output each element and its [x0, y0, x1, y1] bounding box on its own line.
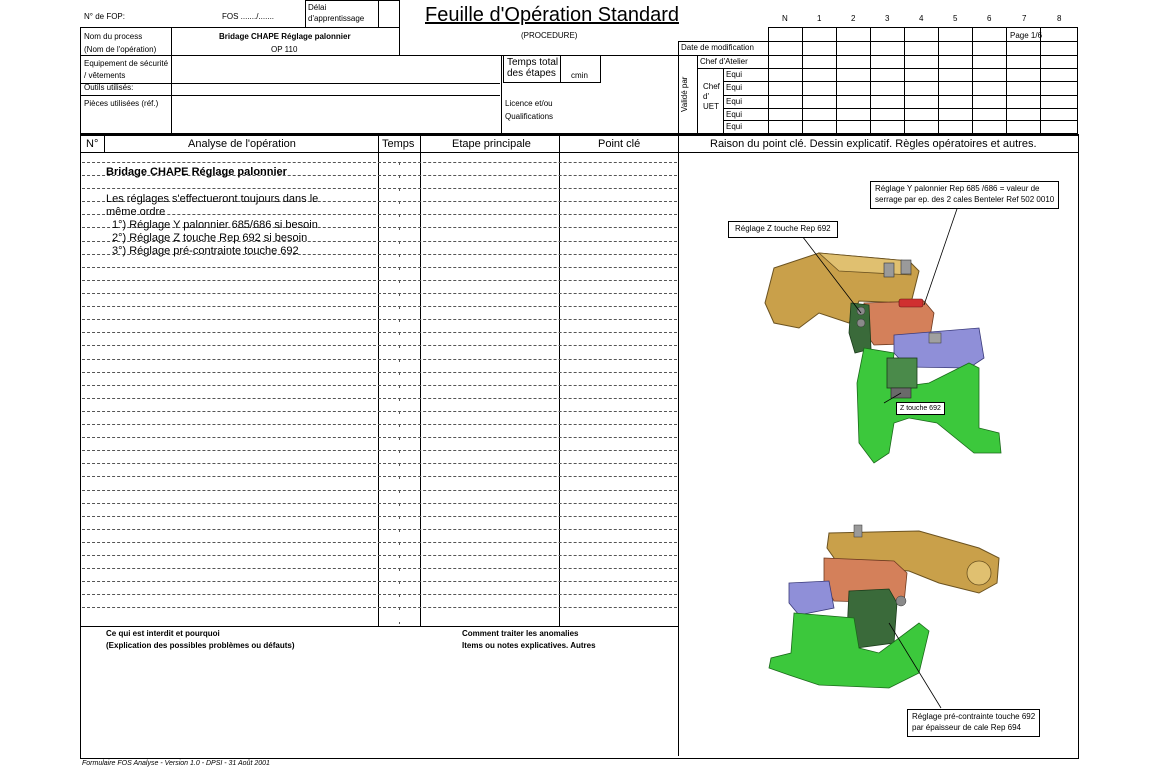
callout-reglage-z: [728, 221, 838, 238]
operation-title: Bridage CHAPE Réglage palonnier: [106, 166, 287, 178]
table-row-rule: [82, 359, 677, 360]
interdit-label-2: (Explication des possibles problèmes ou défauts): [106, 641, 295, 650]
temps-dot: [399, 163, 400, 165]
fos-value: FOS ......./.......: [222, 12, 275, 21]
bottom-assembly: [769, 525, 999, 688]
table-row-rule: [82, 450, 677, 451]
temps-dot: [399, 346, 400, 348]
op-code: OP 110: [271, 45, 298, 54]
table-row-rule: [82, 568, 677, 569]
rev-col-7: 7: [1022, 14, 1027, 23]
operation-line: 3°) Réglage pré-contrainte touche 692: [112, 245, 299, 257]
delai-label-2: d'apprentissage: [308, 14, 365, 23]
temps-dot: [399, 307, 400, 309]
equi-2: Equi: [726, 83, 743, 92]
table-row-rule: [82, 372, 677, 373]
col-header-temps: Temps: [382, 138, 415, 150]
temps-dot: [399, 582, 400, 584]
process-name: Bridage CHAPE Réglage palonnier: [219, 32, 351, 41]
table-row-rule: [82, 594, 677, 595]
table-row-rule: [82, 490, 677, 491]
table-row-rule: [82, 555, 677, 556]
callout-pre-contrainte-line-2: par épaisseur de cale Rep 694: [912, 722, 1021, 732]
temps-dot: [399, 399, 400, 401]
licence-label-2: Qualifications: [505, 112, 554, 121]
callout-reglage-y-line-1: Réglage Y palonnier Rep 685 /686 = valeur de: [875, 184, 1040, 193]
table-row-rule: [82, 437, 677, 438]
anomalies-label-1: Comment traiter les anomalies: [462, 629, 579, 638]
anomalies-label-2: Items ou notes explicatives. Autres: [462, 641, 596, 650]
temps-dot: [399, 333, 400, 335]
table-row-rule: [82, 345, 677, 346]
table-row-rule: [82, 214, 677, 215]
interdit-label-1: Ce qui est interdit et pourquoi: [106, 629, 220, 638]
temps-dot: [399, 386, 400, 388]
temps-dot: [399, 294, 400, 296]
table-row-rule: [82, 581, 677, 582]
equi-3: Equi: [726, 97, 743, 106]
label-z-touche-text: Z touche 692: [900, 405, 941, 412]
temps-dot: [399, 202, 400, 204]
process-label-2: (Nom de l'opération): [84, 45, 157, 54]
operation-line: Les réglages s'effectueront toujours dans le: [106, 193, 319, 205]
temps-dot: [399, 556, 400, 558]
temps-dot: [399, 412, 400, 414]
temps-dot: [399, 608, 400, 610]
equipement-label-1: Equipement de sécurité: [84, 59, 169, 68]
table-row-rule: [82, 529, 677, 530]
rev-col-4: 4: [919, 14, 924, 23]
callout-reglage-z-text: Réglage Z touche Rep 692: [735, 224, 831, 233]
top-assembly: [765, 253, 1001, 463]
mechanism-illustration: [679, 153, 1077, 755]
temps-dot: [399, 425, 400, 427]
table-row-rule: [82, 306, 677, 307]
temps-dot: [399, 320, 400, 322]
rev-col-6: 6: [987, 14, 992, 23]
table-row-rule: [82, 319, 677, 320]
temps-dot: [399, 569, 400, 571]
temps-dot: [399, 255, 400, 257]
temps-dot: [399, 360, 400, 362]
rev-col-5: 5: [953, 14, 958, 23]
procedure-label: (PROCEDURE): [521, 31, 578, 40]
temps-dot: [399, 268, 400, 270]
callout-reglage-y: [870, 181, 1059, 209]
table-row-rule: [82, 424, 677, 425]
temps-dot: [399, 189, 400, 191]
temps-dot: [399, 530, 400, 532]
equipement-label-2: / vêtements: [84, 71, 126, 80]
temps-dot: [399, 176, 400, 178]
chef-uet-1: Chef: [703, 82, 720, 91]
temps-dot: [399, 543, 400, 545]
temps-dot: [399, 491, 400, 493]
table-row-rule: [82, 332, 677, 333]
callout-reglage-y-line-2: serrage par ep. des 2 cales Benteler Ref 502 0010: [875, 194, 1055, 204]
temps-dot: [399, 517, 400, 519]
fop-label: N° de FOP:: [84, 12, 125, 21]
table-row-rule: [82, 267, 677, 268]
equi-1: Equi: [726, 70, 743, 79]
table-row-rule: [82, 542, 677, 543]
delai-label-1: Délai: [308, 3, 327, 12]
pieces-label: Pièces utilisées (réf.): [84, 99, 159, 108]
page-number: Page 1/6: [1010, 31, 1043, 40]
outils-label: Outils utilisés:: [84, 83, 134, 92]
col-header-analyse: Analyse de l'opération: [188, 138, 296, 150]
operation-line: 2°) Réglage Z touche Rep 692 si besoin: [112, 232, 308, 244]
table-row-rule: [82, 280, 677, 281]
equi-5: Equi: [726, 122, 743, 131]
temps-dot: [399, 373, 400, 375]
table-row-rule: [82, 293, 677, 294]
table-row-rule: [82, 411, 677, 412]
temps-dot: [399, 477, 400, 479]
temps-dot: [399, 438, 400, 440]
table-row-rule: [82, 398, 677, 399]
temps-dot: [399, 242, 400, 244]
rev-col-8: 8: [1057, 14, 1062, 23]
col-header-num: N°: [86, 138, 99, 150]
temps-dot: [399, 281, 400, 283]
col-header-etape: Etape principale: [452, 138, 531, 150]
temps-dot: [399, 215, 400, 217]
label-z-touche: [896, 402, 945, 415]
col-header-raison: Raison du point clé. Dessin explicatif. Règles opératoires et autres.: [710, 138, 1037, 150]
equi-4: Equi: [726, 110, 743, 119]
process-label-1: Nom du process: [84, 32, 143, 41]
table-row-rule: [82, 463, 677, 464]
col-header-point: Point clé: [598, 138, 641, 150]
operation-line: 1°) Réglage Y palonnier 685/686 si besoin: [112, 219, 318, 231]
temps-dot: [399, 504, 400, 506]
date-modif-label: Date de modification: [681, 43, 754, 52]
form-version-note: Formulaire FOS Analyse - Version 1.0 - DPSI - 31 Août 2001: [82, 760, 270, 767]
temps-dot: [399, 464, 400, 466]
temps-unit: cmin: [571, 71, 588, 80]
temps-total-label-1: Temps total: [507, 57, 559, 68]
rev-col-2: 2: [851, 14, 856, 23]
temps-dot: [399, 595, 400, 597]
chef-uet-2: d': [703, 92, 709, 101]
temps-dot: [399, 622, 400, 624]
rev-col-3: 3: [885, 14, 890, 23]
table-row-rule: [82, 516, 677, 517]
page-title: Feuille d'Opération Standard: [425, 4, 679, 26]
chef-atelier-label: Chef d'Atelier: [700, 57, 748, 66]
rev-col-1: 1: [817, 14, 822, 23]
licence-label-1: Licence et/ou: [505, 99, 553, 108]
chef-uet-3: UET: [703, 102, 719, 111]
table-row-rule: [82, 607, 677, 608]
operation-line: même ordre: [106, 206, 166, 218]
table-row-rule: [82, 385, 677, 386]
temps-total-label-2: des étapes: [507, 68, 556, 79]
callout-pre-contrainte: [907, 709, 1040, 737]
rev-col-n: N: [782, 14, 788, 23]
table-row-rule: [82, 503, 677, 504]
temps-dot: [399, 228, 400, 230]
table-row-rule: [82, 188, 677, 189]
table-row-rule: [82, 476, 677, 477]
temps-dot: [399, 451, 400, 453]
valide-par-label: Validé par: [680, 76, 689, 112]
callout-pre-contrainte-line-1: Réglage pré-contrainte touche 692: [912, 712, 1036, 721]
table-row-rule: [82, 162, 677, 163]
